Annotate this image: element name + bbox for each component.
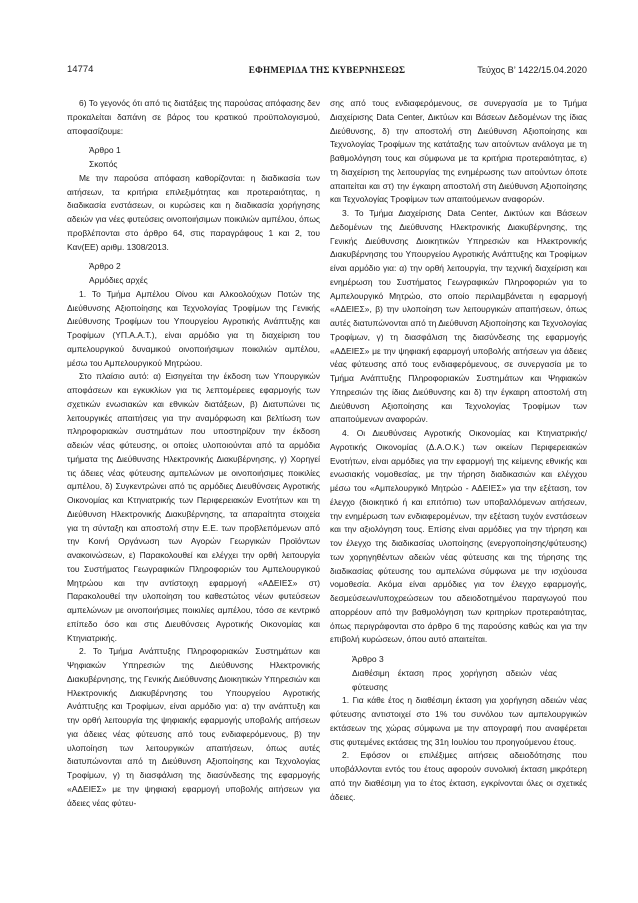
page-header	[67, 63, 587, 77]
left-column	[67, 97, 320, 810]
article-1-subtitle: Σκοπός	[89, 159, 118, 169]
paragraph-authority-3: 3. Το Τμήμα Διαχείρισης Data Center, Δικτύων και Βάσεων Δεδομένων της Διεύθυνσης Ηλεκτρονικής Διακυβέρνησης, της Γενικής Διεύθυνσης Διοικητικών Υπηρεσιών και Ηλεκτρονικής Διακυβέρνησης του Υπουργείου Αγροτικής Ανάπτυξης και Τροφίμων είναι αρμόδιο για: α) την ορθή λειτουργία, την τεχνική διαχείριση και ενημέρωση του Συστήματος Γεωγραφικών Πληροφοριών για το Αμπελουργικό Μητρώο, στο οποίο περιλαμβάνεται η εφαρμογή «ΑΔΕΙΕΣ», β) την υλοποίηση των λειτουργικών απαιτήσεων, όπως αυτές διατυπώνονται από τη Διεύθυνση Αξιοποίησης και Τεχνολογίας Τροφίμων, γ) τη διασφάλιση της διασύνδεσης της εφαρμογής «ΑΔΕΙΕΣ» με την ψηφιακή εφαρμογή υποβολής αιτήσεων για άδειες νέας φύτευσης από τους ενδιαφερόμενους, σε συνεργασία με το Τμήμα Ανάπτυξης Πληροφοριακών Συστημάτων και Ψηφιακών Υπηρεσιών της ίδιας Διεύθυνσης και δ) την έγκαιρη αποστολή στη Διεύθυνση Αξιοποίησης και Τεχνολογίας Τροφίμων των απαιτούμενων αναφορών.	[330, 208, 587, 425]
paragraph-authority-2-cont: σης από τους ενδιαφερόμενους, σε συνεργασία με το Τμήμα Διαχείρισης Data Center, Δικτύων και Βάσεων Δεδομένων της ίδιας Διεύθυνσης, δ) την αποστολή στη Διεύθυνση Αξιοποίησης και Τεχνολογίας Τροφίμων της κατάταξης των αιτούντων ανάλογα με τη βαθμολόγηση τους και σύμφωνα με τα κριτήρια προτεραιότητας, ε) τη διαχείριση της λειτουργίας της ενημέρωσης των αιτούντων όποτε απαιτείται και στ) την έγκαιρη αποστολή στη Διεύθυνση Αξιοποίησης και Τεχνολογίας Τροφίμων των απαιτούμενων αναφορών.	[330, 98, 587, 205]
paragraph-purpose: Με την παρούσα απόφαση καθορίζονται: η διαδικασία των αιτήσεων, τα κριτήρια επιλεξιμότητας και προτεραιότητας, η διαδικασία ενστάσεων, οι κυρώσεις και η διαδικασία χορήγησης αδειών για νέες φυτεύσεις οινοποιήσιμων ποικιλιών αμπέλου, όπως προβλέπονται στο άρθρο 64, στις παραγράφους 1 και 2, του Καν(ΕΕ) αριθμ. 1308/2013.	[67, 172, 320, 252]
article-3-subtitle: Διαθέσιμη έκταση προς χορήγηση αδειών νέας φύτευσης	[352, 667, 557, 692]
right-column	[330, 97, 587, 804]
paragraph-available-area-2: 2. Εφόσον οι επιλέξιμες αιτήσεις αδειοδότησης που υποβάλλονται εντός του έτους αφορούν συνολική έκταση μικρότερη από την διαθέσιμη για το έτος έκταση, εγκρίνονται όλες οι σχετικές άδειες.	[330, 750, 587, 802]
paragraph-decision-clause: 6) Το γεγονός ότι από τις διατάξεις της παρούσας απόφασης δεν προκαλείται δαπάνη σε βάρος του κρατικού προϋπολογισμού, αποφασίζουμε:	[67, 98, 320, 136]
article-2-heading: Άρθρο 2	[89, 261, 121, 272]
article-2-subtitle: Αρμόδιες αρχές	[89, 275, 148, 285]
article-3-heading: Άρθρο 3	[352, 654, 384, 664]
paragraph-authority-4: 4. Οι Διευθύνσεις Αγροτικής Οικονομίας και Κτηνιατρικής/Αγροτικής Οικονομίας (Δ.Α.Ο.Κ.) των οικείων Περιφερειακών Ενοτήτων, είναι αρμόδιες για την εφαρμογή της κείμενης εθνικής και ενωσιακής νομοθεσίας, με την τήρηση διαδικασιών και ελέγχου μέσω του «Αμπελουργικό Μητρώο - ΑΔΕΙΕΣ» για την εξέταση, τον έλεγχο (διοικητικό ή και επιτόπιο) των υποβαλλόμενων αιτήσεων, την ενημέρωση των ενδιαφερομένων, την εξέταση τυχόν ενστάσεων και την αξιολόγηση τους. Επίσης είναι αρμόδιες για την τήρηση και τον έλεγχο της διαδικασίας υλοποίησης (ενεργοποίησης/φύτευσης) των χορηγηθέντων αδειών νέας φύτευσης και της τήρησης της διαδικασίας φύτευσης του αμπελώνα σύμφωνα με την ισχύουσα νομοθεσία. Ακόμα είναι αρμόδιες για τον έλεγχο εφαρμογής, δεσμεύσεων/υποχρεώσεων του αδειοδοτημένου παραγωγού που απορρέουν από την βαθμολόγηση των κριτηρίων προτεραιότητας, όπως περιγράφονται στο άρθρο 6 της παρούσης καθώς και για την επιβολή κυρώσεων, όπου αυτό απαιτείται.	[330, 428, 587, 645]
gazette-title: ΕΦΗΜΕΡΙΔΑ ΤΗΣ ΚΥΒΕΡΝΗΣΕΩΣ	[248, 65, 406, 75]
article-1-heading: Άρθρο 1	[89, 145, 121, 156]
page-number: 14774	[67, 64, 94, 75]
paragraph-available-area-1: 1. Για κάθε έτος η διαθέσιμη έκταση για χορήγηση αδειών νέας φύτευσης αντιστοιχεί στο 1% του συνόλου των αμπελουργικών εκτάσεων της χώρας σύμφωνα με την απογραφή που αναφέρεται στις φυτεμένες εκτάσεις της 31η Ιουλίου του προηγούμενου έτους.	[330, 695, 587, 747]
paragraph-authority-1: 1. Το Τμήμα Αμπέλου Οίνου και Αλκοολούχων Ποτών της Διεύθυνσης Αξιοποίησης και Τεχνολογίας Τροφίμων της Γενικής Διεύθυνσης Τροφίμων του Υπουργείου Αγροτικής Ανάπτυξης και Τροφίμων (ΥΠ.Α.Α.Τ.), είναι αρμόδιο για τη διαχείριση του αμπελουργικού δυναμικού οινοποιήσιμων ποικιλιών αμπέλου, μέσω του Αμπελουργικού Μητρώου.	[67, 288, 320, 368]
paragraph-authority-1-tasks: Στο πλαίσιο αυτό: α) Εισηγείται την έκδοση των Υπουργικών αποφάσεων και εγκυκλίων για τις λεπτομέρειες εφαρμογής των σχετικών ενωσιακών και εθνικών διατάξεων, β) Διατυπώνει τις λειτουργικές απαιτήσεις για την αναμόρφωση και βελτίωση των πληροφοριακών συστημάτων που υποστηρίζουν την έκδοση αδειών νέας φύτευσης, οι οποίες υλοποιούνται από τα αρμόδια τμήματα της Διεύθυνσης Ηλεκτρονικής Διακυβέρνησης, γ) Χορηγεί τις άδειες νέας φύτευσης αμπελώνων με οινοποιήσιμες ποικιλίες αμπέλου, δ) Συγκεντρώνει από τις αρμόδιες Διευθύνσεις Αγροτικής Οικονομίας και Κτηνιατρικής των Περιφερειακών Ενοτήτων και τη Διεύθυνση Ηλεκτρονικής Διακυβέρνησης, τα απαραίτητα στοιχεία για τη σύνταξη και αποστολή στην Ε.Ε. των προβλεπόμενων από την Κοινή Οργάνωση των Αγορών Γεωργικών Προϊόντων ανακοινώσεων, ε) Παρακολουθεί και ελέγχει την ορθή λειτουργία του Συστήματος Γεωγραφικών Πληροφοριών του Αμπελουργικού Μητρώου και την αντίστοιχη εφαρμογή «ΑΔΕΙΕΣ» στ) Παρακολουθεί την υλοποίηση του καθεστώτος νέων φυτεύσεων αμπελώνων με οινοποιήσιμες ποικιλίες αμπέλου, τόσο σε κεντρικό επίπεδο όσο και στις Διευθύνσεις Αγροτικής Οικονομίας και Κτηνιατρικής.	[67, 371, 320, 643]
issue-reference: Τεύχος B’ 1422/15.04.2020	[477, 65, 587, 75]
paragraph-authority-2: 2. Το Τμήμα Ανάπτυξης Πληροφοριακών Συστημάτων και Ψηφιακών Υπηρεσιών της Διεύθυνσης Ηλεκτρονικής Διακυβέρνησης, της Γενικής Διεύθυνσης Διοικητικών Υπηρεσιών και Ηλεκτρονικής Διακυβέρνησης του Υπουργείου Αγροτικής Ανάπτυξης και Τροφίμων, είναι αρμόδιο για: α) την ανάπτυξη και την ορθή λειτουργία της ψηφιακής εφαρμογής υποβολής αιτήσεων για άδειες νέας φύτευσης από τους ενδιαφερόμενους, β) την υλοποίηση των λειτουργικών απαιτήσεων, όπως αυτές διατυπώνονται από τη Διεύθυνση Αξιοποίησης και Τεχνολογίας Τροφίμων, γ) τη διασφάλιση της διασύνδεσης της εφαρμογής «ΑΔΕΙΕΣ» με την ψηφιακή εφαρμογή υποβολής αιτήσεων για άδειες νέας φύτευ-	[67, 646, 320, 808]
